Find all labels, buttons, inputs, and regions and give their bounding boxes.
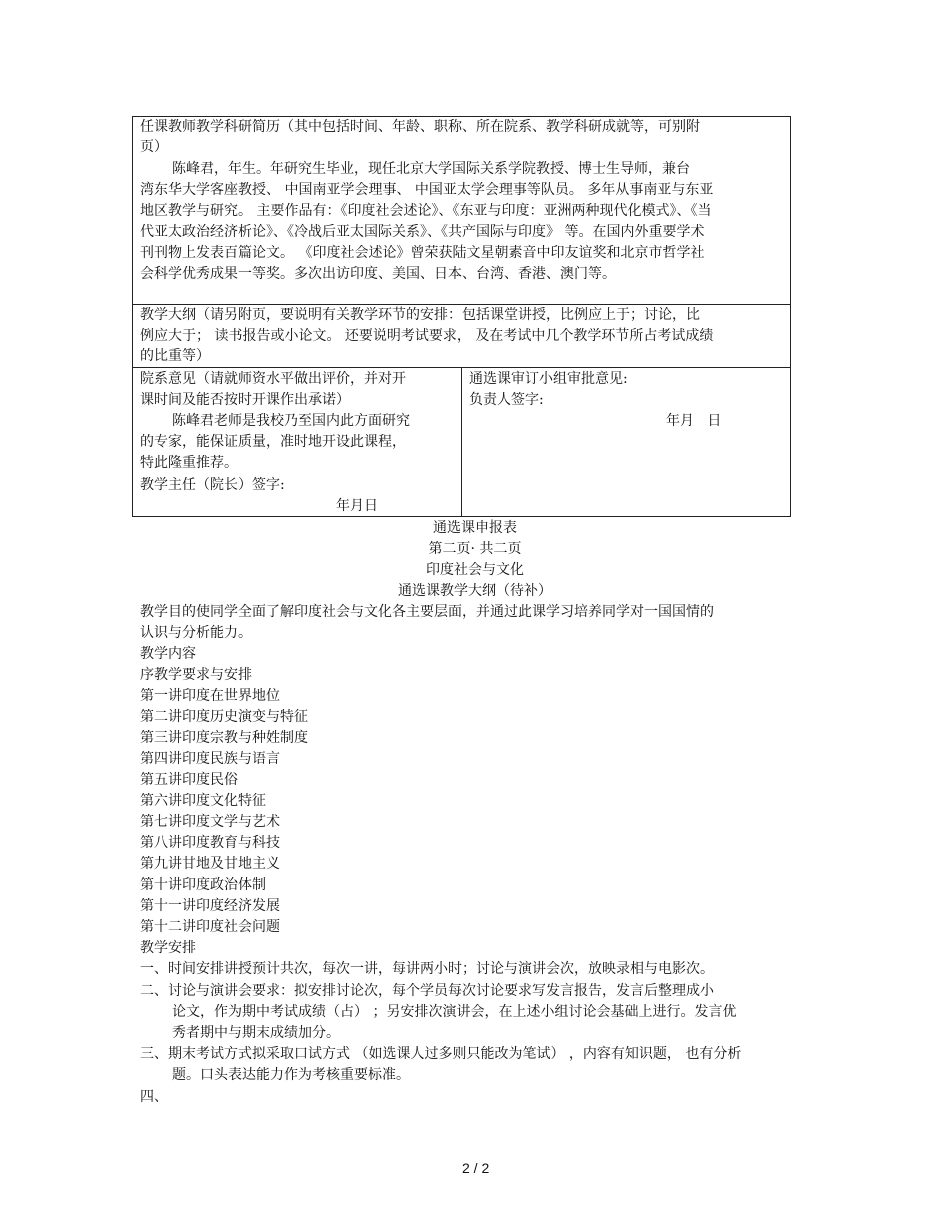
bio-line: 湾东华大学客座教授、 中国南亚学会理事、 中国亚太学会理事等队员。 多年从事南亚与东亚 bbox=[140, 182, 714, 198]
lecture-item: 第十二讲印度社会问题 bbox=[140, 919, 280, 935]
lecture-item: 第十讲印度政治体制 bbox=[140, 877, 266, 893]
dept-date: 年月日 bbox=[336, 498, 378, 514]
body-line: 序教学要求与安排 bbox=[140, 667, 252, 683]
dept-line: 特此隆重推荐。 bbox=[140, 455, 238, 471]
bio-line: 页） bbox=[140, 139, 168, 155]
review-signature-label: 负责人签字: bbox=[469, 392, 544, 408]
lecture-item: 第六讲印度文化特征 bbox=[140, 793, 266, 809]
dept-line: 陈峰君老师是我校乃至国内此方面研究 bbox=[172, 413, 410, 429]
bio-line: 代亚太政治经济析论》、《冷战后亚太国际关系》、《共产国际与印度》 等。在国内外重要学术 bbox=[140, 224, 705, 240]
arrangement-item: 三、期末考试方式拟采取口试方式 （如选课人过多则只能改为笔试） ，内容有知识题， 也有分析 bbox=[140, 1046, 742, 1062]
lecture-item: 第十一讲印度经济发展 bbox=[140, 898, 280, 914]
arrangement-item: 二、讨论与演讲会要求：拟安排讨论次，每个学员每次讨论要求写发言报告，发言后整理成小 bbox=[140, 983, 714, 999]
bio-line: 会科学优秀成果一等奖。多次出访印度、美国、日本、台湾、香港、澳门等。 bbox=[140, 266, 616, 282]
arrangement-item: 四、 bbox=[140, 1089, 168, 1105]
lecture-item: 第一讲印度在世界地位 bbox=[140, 688, 280, 704]
bio-line: 地区教学与研究。 主要作品有：《印度社会述论》、《东亚与印度：亚洲两种现代化模式》、《当 bbox=[140, 203, 712, 219]
lecture-item: 第四讲印度民族与语言 bbox=[140, 751, 280, 767]
body-line: 教学内容 bbox=[140, 646, 196, 662]
arrangement-continuation: 秀者期中与期末成绩加分。 bbox=[172, 1025, 340, 1041]
body-line: 认识与分析能力。 bbox=[140, 625, 252, 641]
page-number: 2 / 2 bbox=[462, 1160, 490, 1176]
lecture-item: 第五讲印度民俗 bbox=[140, 772, 238, 788]
course-name: 印度社会与文化 bbox=[426, 562, 524, 578]
dept-signature-label: 教学主任（院长）签字: bbox=[140, 477, 285, 493]
lecture-item: 第九讲甘地及甘地主义 bbox=[140, 856, 280, 872]
review-date: 年月 日 bbox=[666, 413, 722, 429]
review-line: 通选课审订小组审批意见: bbox=[469, 371, 628, 387]
bio-line: 任课教师教学科研简历（其中包括时间、年龄、职称、所在院系、教学科研成就等，可别附 bbox=[140, 119, 700, 135]
dept-line: 院系意见（请就师资水平做出评价，并对开 bbox=[140, 371, 406, 387]
syllabus-line: 例应大于； 读书报告或小论文。 还要说明考试要求， 及在考试中几个教学环节所占考试成绩 bbox=[140, 328, 714, 344]
arrangement-continuation: 论文，作为期中考试成绩（占） ；另安排次演讲会，在上述小组讨论会基础上进行。发言优 bbox=[172, 1004, 737, 1020]
dept-line: 的专家，能保证质量，准时地开设此课程， bbox=[140, 434, 406, 450]
outline-title: 通选课教学大纲（待补） bbox=[398, 583, 552, 599]
arrangement-continuation: 题。口头表达能力作为考核重要标准。 bbox=[172, 1067, 410, 1083]
lecture-item: 第八讲印度教育与科技 bbox=[140, 835, 280, 851]
page-info: 第二页· 共二页 bbox=[428, 541, 522, 557]
lecture-item: 第三讲印度宗教与种姓制度 bbox=[140, 730, 308, 746]
table-column-divider bbox=[461, 367, 462, 517]
lecture-item: 第二讲印度历史演变与特征 bbox=[140, 709, 308, 725]
syllabus-line: 教学大纲（请另附页，要说明有关教学环节的安排：包括课堂讲授，比例应上于；讨论，比 bbox=[140, 307, 700, 323]
syllabus-line: 的比重等） bbox=[140, 348, 210, 364]
dept-line: 课时间及能否按时开课作出承诺） bbox=[140, 392, 350, 408]
body-line: 教学目的使同学全面了解印度社会与文化各主要层面，并通过此课学习培养同学对一国国情的 bbox=[140, 604, 714, 620]
body-line: 教学安排 bbox=[140, 940, 196, 956]
lecture-item: 第七讲印度文学与艺术 bbox=[140, 814, 280, 830]
bio-line: 陈峰君，年生。年研究生毕业，现任北京大学国际关系学院教授、博士生导师，兼台 bbox=[172, 161, 690, 177]
bio-line: 刊刊物上发表百篇论文。 《印度社会述论》曾荣获陆文星朝素音中印友谊奖和北京市哲学社 bbox=[140, 245, 705, 261]
form-title: 通选课申报表 bbox=[433, 520, 517, 536]
arrangement-item: 一、时间安排讲授预计共次，每次一讲，每讲两小时；讨论与演讲会次，放映录相与电影次。 bbox=[140, 961, 714, 977]
